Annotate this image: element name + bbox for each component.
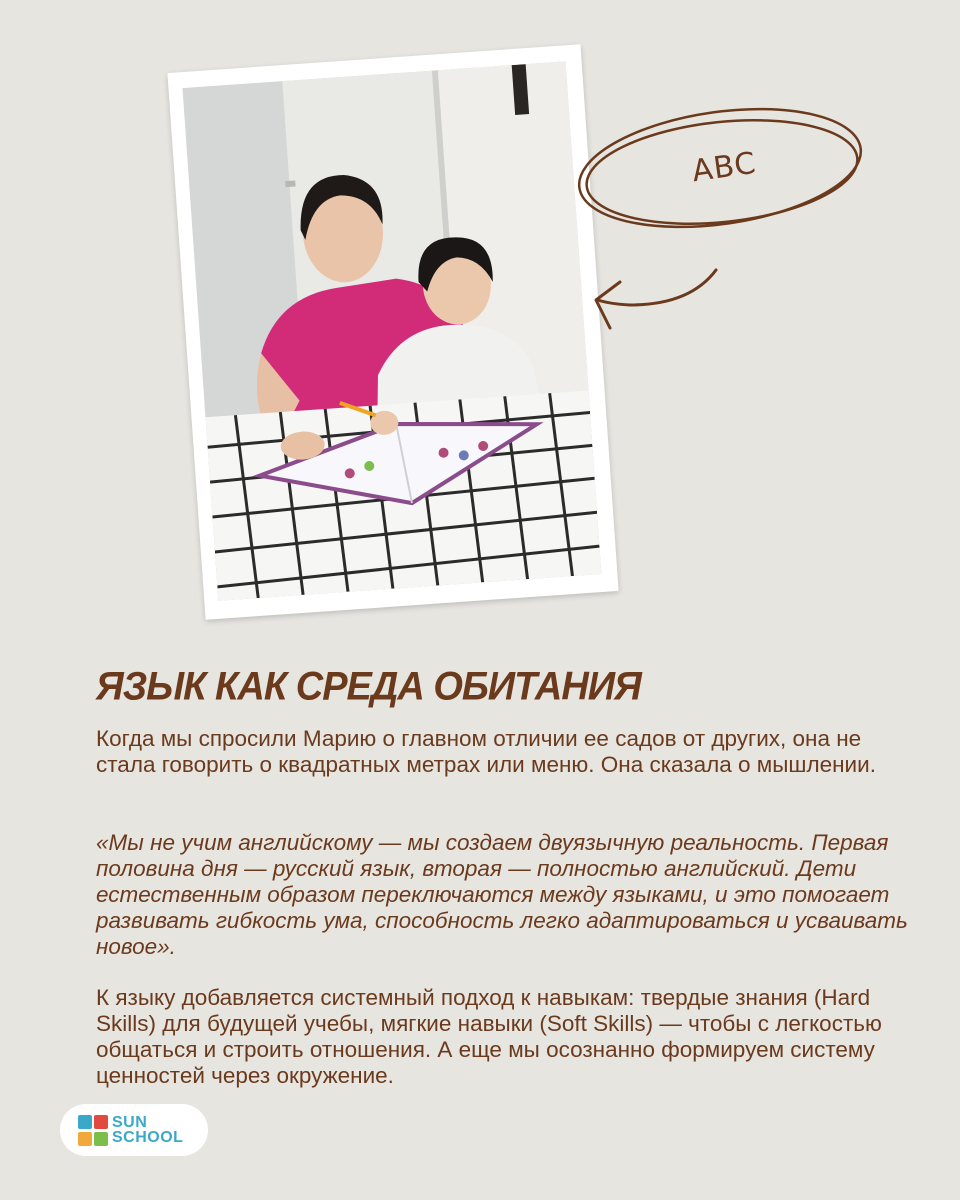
article-quote: «Мы не учим английскому — мы создаем двуязычную реальность. Первая половина дня — русский язык, вторая — полностью английский. Дети естественным образом переключаются между языками, и это помогает развивать гибкость ума, способность легко адаптироваться и усваивать новое».: [96, 830, 908, 959]
logo-text-school: SCHOOL: [112, 1129, 184, 1146]
classroom-photo: [182, 61, 601, 601]
logo-tile-icon: [94, 1115, 108, 1129]
logo-tile-icon: [94, 1132, 108, 1146]
logo-tile-icon: [78, 1115, 92, 1129]
article-paragraph: Когда мы спросили Марию о главном отличии ее садов от других, она не стала говорить о квадратных метрах или меню. Она сказала о мышлении.: [96, 726, 876, 777]
article-paragraph: К языку добавляется системный подход к навыкам: твердые знания (Hard Skills) для будущей учебы, мягкие навыки (Soft Skills) — чтобы с легкостью общаться и строить отношения. А еще мы осознанно формируем систему ценностей через окружение.: [96, 985, 882, 1088]
doodle-label: ABC: [689, 145, 759, 190]
logo-text-sun: SUN: [112, 1114, 148, 1131]
abc-doodle: [570, 90, 890, 340]
logo-tile-icon: [78, 1132, 92, 1146]
sun-school-logo: [60, 1104, 208, 1156]
article-title: ЯЗЫК КАК СРЕДА ОБИТАНИЯ: [96, 664, 641, 710]
photo-frame: [167, 44, 618, 620]
logo-icon: [78, 1115, 108, 1146]
